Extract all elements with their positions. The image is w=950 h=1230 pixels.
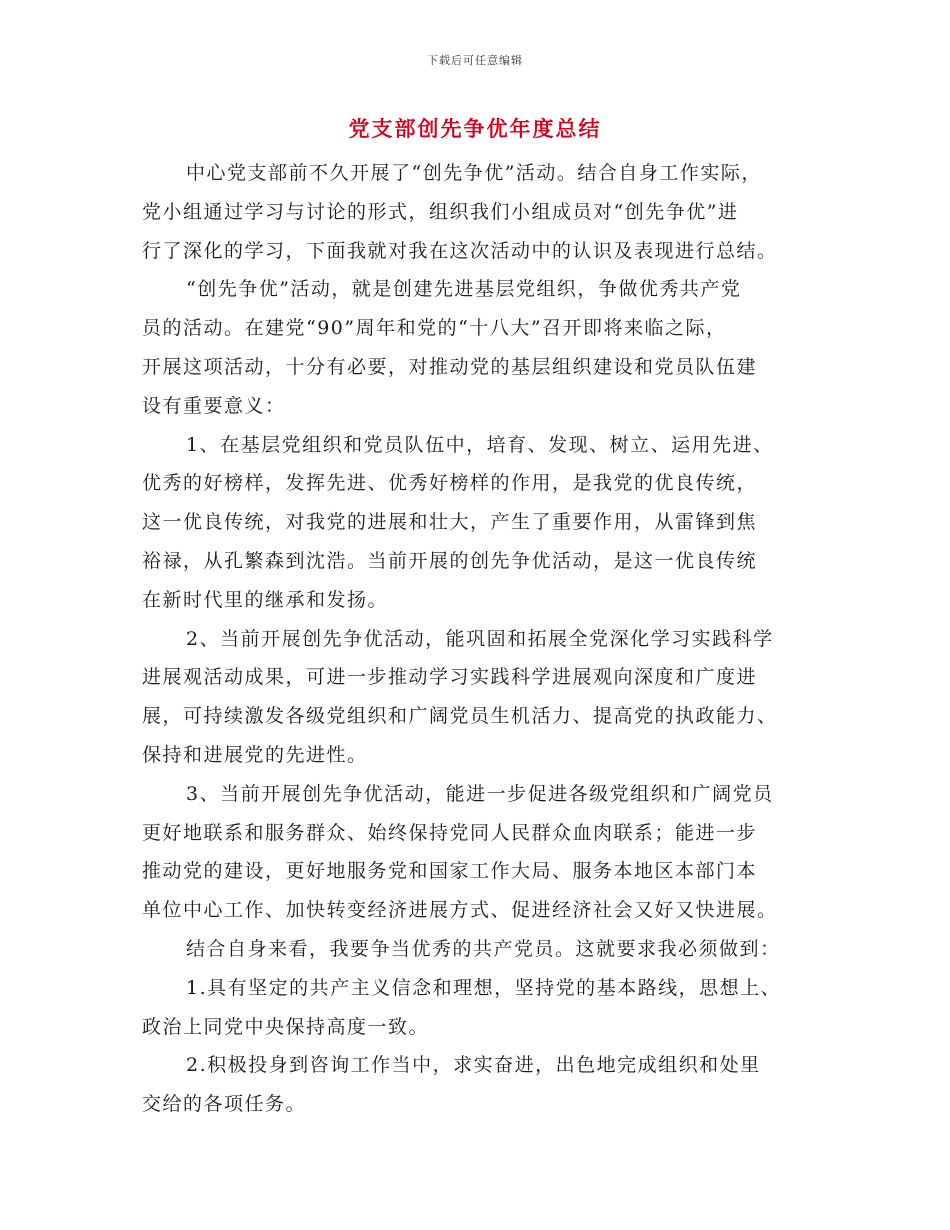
paragraph-line: 裕禄，从孔繁森到沈浩。当前开展的创先争优活动，是这一优良传统 [142, 549, 758, 572]
paragraph-line: 展，可持续激发各级党组织和广阔党员生机活力、提高党的执政能力、 [142, 705, 778, 728]
paragraph-line: 交给的各项任务。 [142, 1093, 307, 1116]
paragraph-requirement-2 [142, 1046, 812, 1124]
paragraph-line: 更好地联系和服务群众、始终保持党同人民群众血肉联系；能进一步 [142, 821, 758, 844]
paragraph-line: 员的活动。在建党“90”周年和党的“十八大”召开即将来临之际， [142, 317, 727, 340]
paragraph-point-1 [142, 426, 812, 620]
paragraph-line: 中心党支部前不久开展了“创先争优”活动。结合自身工作实际， [186, 162, 762, 184]
paragraph-line: 2、当前开展创先争优活动，能巩固和拓展全党深化学习实践科学 [186, 627, 774, 650]
paragraph-line: 开展这项活动，十分有必要，对推动党的基层组织建设和党员队伍建 [142, 355, 758, 378]
paragraph-line: 结合自身来看，我要争当优秀的共产党员。这就要求我必须做到： [186, 937, 781, 960]
paragraph-point-3 [142, 775, 812, 930]
paragraph-line: 2.积极投身到咨询工作当中，求实奋进，出色地完成组织和处里 [186, 1054, 761, 1077]
paragraph-line: 1.具有坚定的共产主义信念和理想，坚持党的基本路线，思想上、 [186, 976, 782, 999]
paragraph-line: 保持和进展党的先进性。 [142, 743, 368, 766]
paragraph-line: 3、当前开展创先争优活动，能进一步促进各级党组织和广阔党员 [186, 782, 774, 805]
paragraph-line: 在新时代里的继承和发扬。 [142, 588, 389, 611]
header-note: 下载后可任意编辑 [427, 54, 523, 67]
paragraph-requirement-1 [142, 969, 812, 1047]
paragraph-line: 这一优良传统，对我党的进展和壮大，产生了重要作用，从雷锋到焦 [142, 511, 758, 534]
paragraph-line: “创先争优”活动，就是创建先进基层党组织，争做优秀共产党 [186, 278, 742, 301]
paragraph-line: 1、在基层党组织和党员队伍中，培育、发现、树立、运用先进、 [186, 433, 774, 456]
document-title: 党支部创先争优年度总结 [348, 116, 602, 141]
paragraph-point-2 [142, 620, 812, 775]
paragraph-line: 优秀的好榜样，发挥先进、优秀好榜样的作用，是我党的优良传统， [142, 472, 758, 495]
paragraph-line: 政治上同党中央保持高度一致。 [142, 1015, 430, 1038]
paragraph-line: 设有重要意义： [142, 394, 286, 417]
paragraph-line: 党小组通过学习与讨论的形式，组织我们小组成员对“创先争优”进 [142, 200, 739, 223]
paragraph-self-requirement [142, 930, 812, 969]
paragraph-activity-definition [142, 270, 812, 425]
paragraph-intro [142, 154, 812, 270]
document-body [142, 154, 812, 1124]
paragraph-line: 推动党的建设，更好地服务党和国家工作大局、服务本地区本部门本 [142, 860, 758, 883]
paragraph-line: 行了深化的学习，下面我就对我在这次活动中的认识及表现进行总结。 [142, 239, 778, 262]
paragraph-line: 进展观活动成果，可进一步推动学习实践科学进展观向深度和广度进 [142, 666, 758, 689]
paragraph-line: 单位中心工作、加快转变经济进展方式、促进经济社会又好又快进展。 [142, 899, 778, 922]
